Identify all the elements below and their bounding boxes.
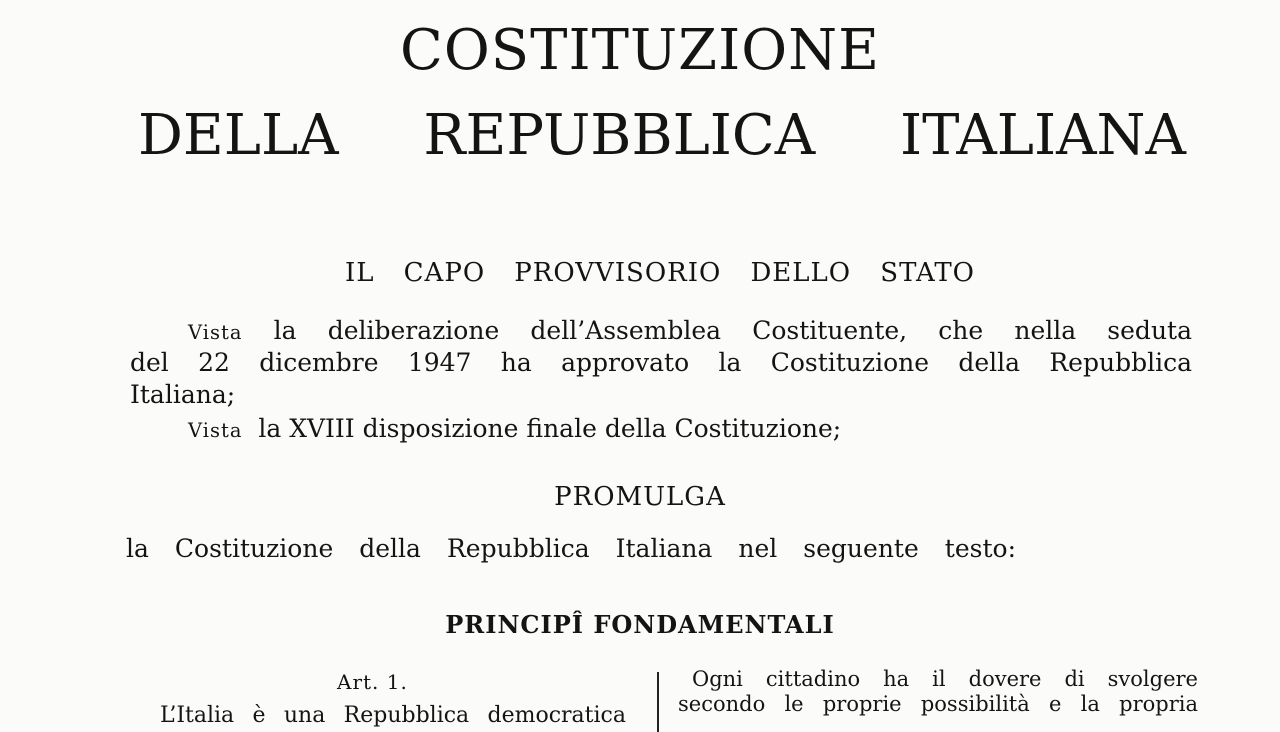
preamble-line-3: Italiana; [130, 380, 236, 409]
article-1-heading: Art. 1. [337, 670, 408, 694]
promulga-text: la Costituzione della Repubblica Italiana nel seguente testo: [126, 534, 1016, 563]
column-divider [657, 672, 659, 732]
promulga-heading: PROMULGA [554, 482, 726, 512]
heading-capo-stato: IL CAPO PROVVISORIO DELLO STATO [345, 258, 975, 288]
article-1-text: L’Italia è una Repubblica democratica [160, 703, 626, 728]
right-column-line-2: secondo le proprie possibilità e la propria [678, 692, 1198, 716]
right-column-line-1: Ogni cittadino ha il dovere di svolgere [692, 667, 1198, 691]
preamble-line-4 [188, 414, 841, 443]
title-line-2: DELLA REPUBBLICA ITALIANA [138, 103, 1186, 168]
preamble-line-2: del 22 dicembre 1947 ha approvato la Costituzione della Repubblica [130, 348, 1192, 377]
title-line-1: COSTITUZIONE [400, 18, 880, 83]
section-heading: PRINCIPÎ FONDAMENTALI [445, 610, 835, 639]
preamble-text: la deliberazione dell’Assemblea Costituente, che nella seduta [273, 316, 1192, 345]
preamble-text: la XVIII disposizione finale della Costituzione; [258, 414, 842, 443]
vista-word: Vista [188, 419, 243, 442]
vista-word: Vista [188, 321, 243, 344]
preamble-line-1 [188, 316, 1192, 345]
